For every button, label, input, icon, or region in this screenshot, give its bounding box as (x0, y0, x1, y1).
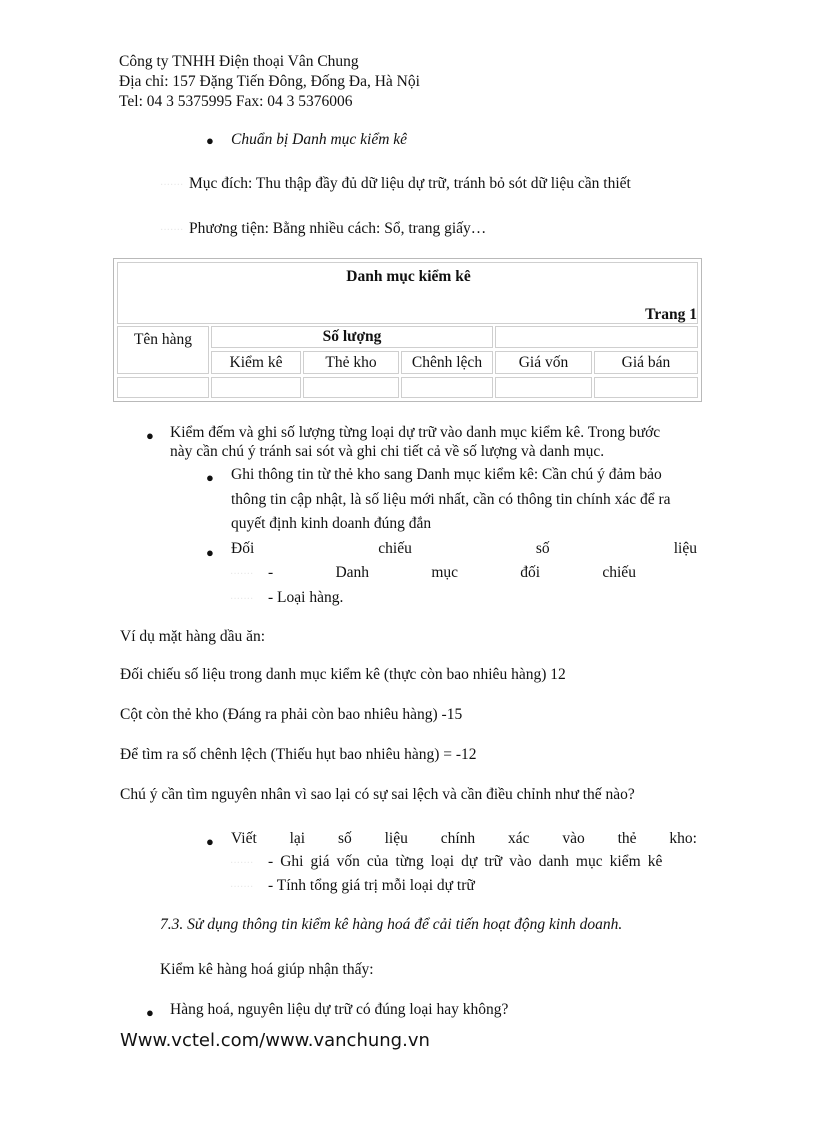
goods-bullet-text: Hàng hoá, nguyên liệu dự trữ có đúng loại hay không? (170, 1001, 509, 1018)
rewrite-line3: - Tính tổng giá trị mỗi loại dự trữ (268, 877, 475, 894)
table-title: Danh mục kiểm kê (346, 268, 471, 285)
table-page-number: Trang 1 (645, 306, 697, 323)
footer-url[interactable]: Www.vctel.com/www.vanchung.vn (120, 1030, 430, 1051)
word: chiếu (378, 540, 412, 557)
word: chính (440, 830, 476, 847)
section-title-prepare: Chuẩn bị Danh mục kiểm kê (231, 131, 408, 148)
word: xác (507, 830, 530, 847)
word: vào (562, 830, 585, 847)
word: Viết (231, 830, 257, 847)
compare-line3: - Loại hàng. (268, 589, 344, 606)
stock-card-text-line2: thông tin cập nhật, là số liệu mới nhất, cần có thông tin chính xác để ra (231, 491, 671, 508)
bullet-icon: ● (206, 545, 214, 560)
word: đối (520, 564, 541, 581)
example-line3: Để tìm ra số chênh lệch (Thiếu hụt bao nhiêu hàng) = -12 (120, 746, 477, 763)
col-quantity-header: Số lượng (211, 326, 493, 348)
word: lại (289, 830, 306, 847)
counting-text-line2: này cần chú ý tránh sai sót và ghi chi tiết cả về số lượng và danh mục. (170, 443, 605, 460)
counting-text-line1: Kiểm đếm và ghi số lượng từng loại dự trữ vào danh mục kiểm kê. Trong bước (170, 424, 661, 441)
rewrite-line2 (268, 853, 688, 871)
indent-marker: ······· (160, 225, 184, 236)
word: - (268, 564, 274, 581)
bullet-icon: ● (206, 470, 214, 485)
example-line2: Cột còn thẻ kho (Đáng ra phải còn bao nhiêu hàng) -15 (120, 706, 463, 723)
stock-card-text-line3: quyết định kinh doanh đúng đắn (231, 515, 432, 532)
word: số (337, 830, 352, 847)
stock-card-text-line1: Ghi thông tin từ thẻ kho sang Danh mục kiểm kê: Cần chú ý đảm bảo (231, 466, 662, 483)
table-cell (211, 377, 301, 398)
example-title: Ví dụ mặt hàng dầu ăn: (120, 628, 266, 645)
table-cell (594, 377, 698, 398)
indent-marker: ······· (230, 882, 254, 893)
sub-col-cost-price: Giá vốn (495, 351, 592, 374)
means-text: Phương tiện: Bằng nhiều cách: Sổ, trang giấy… (189, 220, 487, 237)
word: thẻ (617, 830, 637, 847)
indent-marker: ······· (230, 594, 254, 605)
bullet-icon: ● (206, 133, 214, 148)
empty-header-cell (495, 326, 698, 348)
sub-col-stock-card: Thẻ kho (303, 351, 399, 374)
word: Danh (335, 564, 370, 581)
purpose-text: Mục đích: Thu thập đầy đủ dữ liệu dự trữ, tránh bỏ sót dữ liệu cần thiết (189, 175, 631, 192)
rewrite-text: - Ghi giá vốn của từng loại dự trữ vào danh mục kiểm kê (268, 853, 663, 870)
word: Đối (231, 540, 255, 557)
bullet-icon: ● (146, 1005, 154, 1020)
word: mục (431, 564, 458, 581)
indent-marker: ······· (230, 858, 254, 869)
example-line1: Đối chiếu số liệu trong danh mục kiểm kê (thực còn bao nhiêu hàng) 12 (120, 666, 566, 683)
sub-col-sale-price: Giá bán (594, 351, 698, 374)
table-cell (117, 377, 209, 398)
col-name-header: Tên hàng (117, 326, 209, 374)
word: liệu (673, 540, 697, 557)
example-line4: Chú ý cần tìm nguyên nhân vì sao lại có sự sai lệch và cần điều chỉnh như thế nào? (120, 786, 635, 803)
word: số (535, 540, 550, 557)
indent-marker: ······· (230, 569, 254, 580)
company-tel: Tel: 04 3 5375995 Fax: 04 3 5376006 (119, 93, 353, 110)
indent-marker: ······· (160, 180, 184, 191)
table-cell (303, 377, 399, 398)
rewrite-line1 (231, 830, 697, 848)
compare-line2 (268, 564, 636, 582)
company-address: Địa chỉ: 157 Đặng Tiến Đông, Đống Đa, Hà Nội (119, 73, 420, 90)
bullet-icon: ● (206, 834, 214, 849)
inventory-table (113, 258, 702, 402)
word: kho: (669, 830, 697, 847)
bullet-icon: ● (146, 428, 154, 443)
word: chiếu (602, 564, 636, 581)
compare-line1 (231, 540, 697, 558)
word: liệu (384, 830, 408, 847)
table-cell (401, 377, 493, 398)
section-heading-7-3: 7.3. Sử dụng thông tin kiểm kê hàng hoá để cải tiến hoạt động kinh doanh. (160, 916, 623, 933)
company-name: Công ty TNHH Điện thoại Vân Chung (119, 53, 359, 70)
sub-col-difference: Chênh lệch (401, 351, 493, 374)
sub-col-inventory: Kiểm kê (211, 351, 301, 374)
section-intro: Kiểm kê hàng hoá giúp nhận thấy: (160, 961, 374, 978)
table-title-cell (117, 262, 698, 324)
table-cell (495, 377, 592, 398)
